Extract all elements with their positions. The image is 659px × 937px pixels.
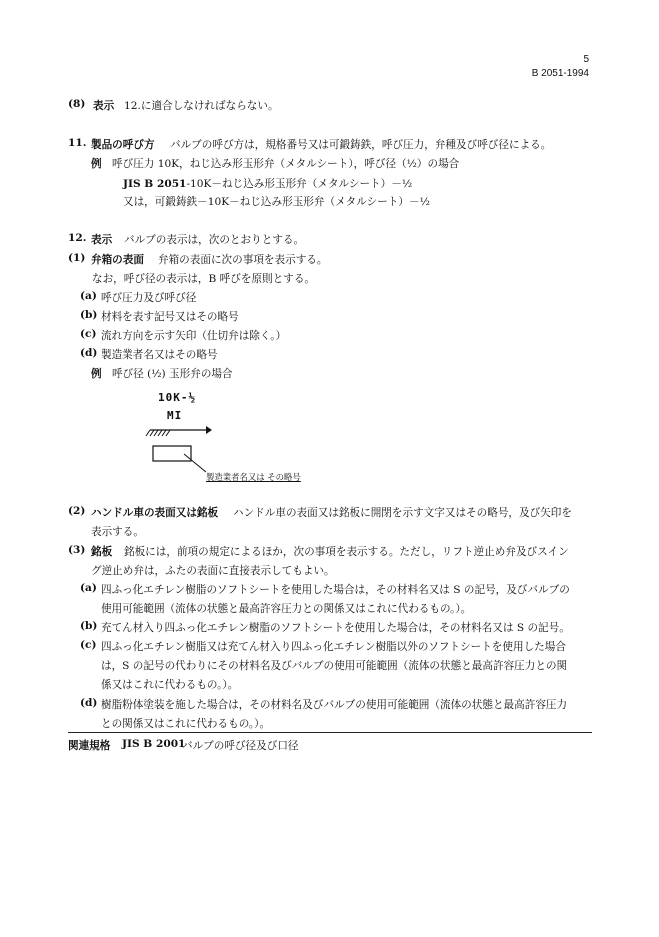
sub3-item-b-label: (b): [80, 620, 98, 632]
related-text: バルブの呼び径及び口径: [182, 740, 299, 752]
sub3-item-c-line2: は，S の記号の代わりにその材料名及びバルブの使用可能範囲（流体の状態と最高許容圧力との関: [101, 660, 568, 672]
item8-text: 12.に適合しなければならない。: [124, 100, 279, 112]
sub1-example-text: 呼び径 (½) 玉形弁の場合: [112, 368, 233, 380]
sec11-example-line1-rest: -10K－ねじ込み形玉形弁（メタルシート）－½: [186, 178, 413, 190]
standard-number: B 2051-1994: [531, 68, 589, 79]
sub1-item-d-text: 製造業者名又はその略号: [101, 349, 218, 361]
sec12-number: 12.: [68, 232, 87, 244]
sub1-item-b-label: (b): [80, 309, 98, 321]
figure-marking-line2: MI: [167, 409, 183, 422]
sub3-item-c-line3: 係又はこれに代わるもの。）。: [101, 679, 239, 691]
sub3-item-a-label: (a): [80, 582, 97, 594]
sec11-heading: 製品の呼び方: [91, 139, 155, 151]
sub2-text-line2: 表示する。: [91, 526, 144, 538]
sub3-item-c-label: (c): [80, 639, 97, 651]
sub3-text-line1: 銘板には，前項の規定によるほか，次の事項を表示する。ただし，リフト逆止め弁及びスイン: [124, 546, 569, 558]
sub1-item-a-text: 呼び圧力及び呼び径: [101, 292, 197, 304]
item8-heading: 表示: [93, 100, 115, 112]
sub1-heading: 弁箱の表面: [91, 254, 144, 266]
sec12-heading: 表示: [91, 234, 113, 246]
related-code: JIS B 2001: [122, 738, 186, 750]
sub3-text-line2: グ逆止め弁は，ふたの表面に直接表示してもよい。: [91, 565, 335, 577]
sec11-example-label: 例: [91, 158, 102, 170]
sub3-heading: 銘板: [91, 546, 113, 558]
sub1-item-a-label: (a): [80, 290, 97, 302]
sec11-example-code: JIS B 2051: [123, 178, 187, 190]
sec11-example-line2: 又は，可鍛鋳鉄－10K－ねじ込み形玉形弁（メタルシート）－½: [123, 196, 430, 208]
sub3-item-d-label: (d): [80, 697, 98, 709]
sec12-text: バルブの表示は，次のとおりとする。: [124, 234, 305, 246]
sub3-item-d-line2: との関係又はこれに代わるもの。）。: [101, 718, 271, 730]
sub1-item-c-text: 流れ方向を示す矢印（仕切弁は除く。）: [101, 330, 287, 342]
sub3-item-a-line1: 四ふっ化エチレン樹脂のソフトシートを使用した場合は，その材料名又は S の記号，及びバルブの: [101, 584, 570, 596]
figure-marking-line1: 10K-½: [158, 391, 197, 404]
sub1-item-c-label: (c): [80, 328, 97, 340]
sec11-example-line1: [123, 176, 412, 191]
sub3-item-a-line2: 使用可能範囲（流体の状態と最高許容圧力との関係又はこれに代わるもの。）。: [101, 603, 472, 615]
sub2-heading: ハンドル車の表面又は銘板: [91, 507, 219, 519]
page-number: 5: [583, 54, 589, 65]
sub3-item-c-line1: 四ふっ化エチレン樹脂又は充てん材入り四ふっ化エチレン樹脂以外のソフトシートを使用した場合: [101, 641, 566, 653]
sub1-note: なお，呼び径の表示は，B 呼びを原則とする。: [92, 273, 316, 285]
sub3-item-d-line1: 樹脂粉体塗装を施した場合は，その材料名及びバルブの使用可能範囲（流体の状態と最高許容圧力: [101, 699, 568, 711]
sub2-number: (2): [68, 505, 86, 517]
sub3-number: (3): [68, 544, 86, 556]
sub1-example-label: 例: [91, 368, 102, 380]
figure-maker-label: 製造業者名又は その略号: [206, 472, 301, 482]
sec11-number: 11.: [68, 137, 87, 149]
sub1-text: 弁箱の表面に次の事項を表示する。: [158, 254, 328, 266]
sub1-item-d-label: (d): [80, 347, 98, 359]
sec11-text: バルブの呼び方は，規格番号又は可鍛鋳鉄，呼び圧力，弁種及び呼び径による。: [170, 139, 552, 151]
sub3-item-b-line1: 充てん材入り四ふっ化エチレン樹脂のソフトシートを使用した場合は，その材料名又は S の記号。: [101, 622, 570, 634]
sub1-number: (1): [68, 252, 86, 264]
divider-rule: [68, 732, 592, 733]
sub2-text-line1: ハンドル車の表面又は銘板に開閉を示す文字又はその略号，及び矢印を: [233, 507, 572, 519]
sec11-example-intro: 呼び圧力 10K，ねじ込み形玉形弁（メタルシート），呼び径（½）の場合: [112, 158, 460, 170]
related-heading: 関連規格: [68, 740, 111, 752]
item8-number: (8): [68, 98, 86, 110]
sub1-item-b-text: 材料を表す記号又はその略号: [101, 311, 239, 323]
